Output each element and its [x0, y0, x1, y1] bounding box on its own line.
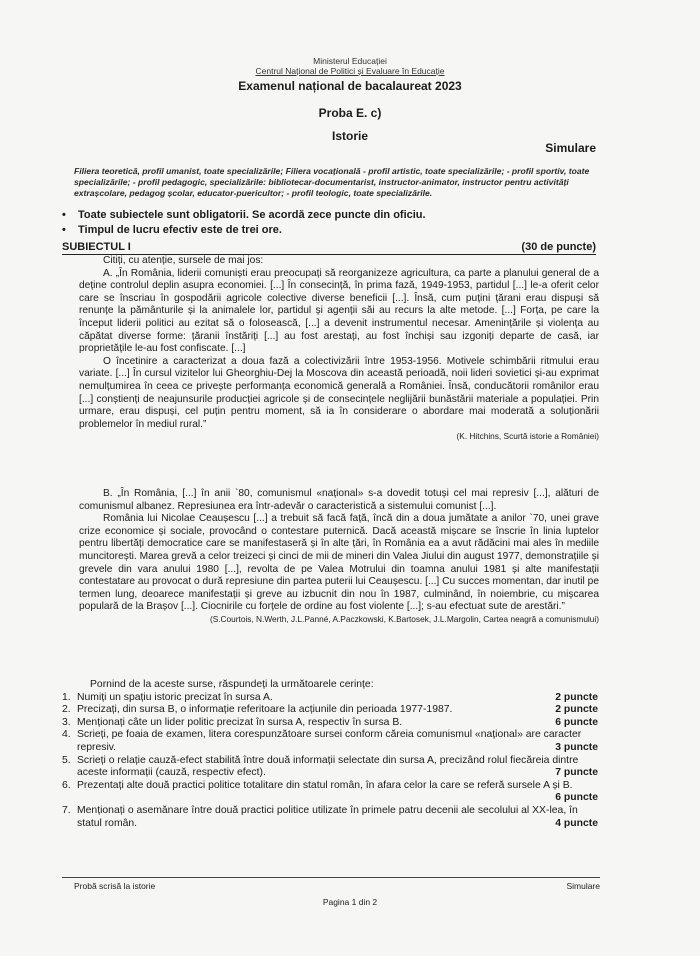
intro-line: Citiți, cu atenție, sursele de mai jos:	[103, 255, 264, 266]
source-b-citation: (S.Courtois, N.Werth, J.L.Panné, A.Paczkowski, K.Bartosek, J.L.Margolin, Cartea neagră a comunismului)	[209, 613, 599, 624]
rule-item: • Timpul de lucru efectiv este de trei ore.	[62, 224, 282, 236]
footer-right-text: Simulare	[566, 881, 600, 891]
footer-left-text: Probă scrisă la istorie	[74, 881, 156, 891]
requirements-block	[62, 679, 598, 830]
source-a-citation: (K. Hitchins, Scurtă istorie a României)	[456, 431, 599, 442]
simulare-label: Simulare	[545, 141, 596, 155]
question-item: 2. Precizați, din sursa B, o informație referitoare la acțiunile din perioada 1977-1987. 2 puncte	[62, 704, 598, 716]
source-a-paragraph-2: O încetinire a caracterizat a doua fază a colectivizării între 1953-1956. Motivele schimbării ritmului erau variate. [...] În cursul vizitelor lui Gheorghiu-Dej la Moscova din această perioadă, noii lideri sovietici și-au exprimat nemulțumirea în ceea ce privește performanța economică generală a României. Însă, conducătorii românilor erau [...] conștienți de neajunsurile producției agricole și de consecințele neglijării bunăstării materiale a populației. Prin urmare, erau dispuși, cel puțin pentru moment, să ia în considerare o abordare mai moderată a soluționării problemelor în mediul rural.”	[79, 355, 599, 430]
source-a-paragraph-1: A. „În România, liderii comuniști erau preocupați să reorganizeze agricultura, ca parte a planului general de a deține controlul deplin asupra economiei. [...] În consecință, în prima fază, 1949-1953, partidul [...] le-a oferit celor care se înscriau în gospodării agricole colective diverse beneficii [...]. Însă, cum puțini țărani erau dispuși să renunțe la pământurile și la animalele lor, partidul și agenții săi au recurs la alte metode. [...] Forța, pe care la început liderii politici au ezitat să o folosească, [...] a devenit instrumentul necesar. Amenințările și violența au căpătat diverse forme: țăranii înstăriți [...] au fost arestați, au fost închiși sau izgoniți departe de casă, iar proprietățile le-au fost confiscate. [...]	[79, 267, 599, 355]
footer-divider	[62, 877, 600, 878]
ministry-header: Ministerul Educației	[313, 56, 387, 66]
question-item: 5. Scrieți o relație cauză-efect stabilită între două informații selectate din sursa A, precizând rolul fiecăreia dintre aceste informații (cauză, respectiv efect). 7 puncte	[62, 754, 598, 779]
section-points: (30 de puncte)	[521, 241, 596, 253]
center-header: Centrul Național de Politici și Evaluare în Educație	[255, 66, 445, 76]
page-number: Pagina 1 din 2	[322, 897, 378, 907]
profile-description: Filiera teoretică, profil umanist, toate specializările; Filiera vocațională - profil artistic, toate specializările; - profil sportiv, toate specializările; - profil pedagogic, specializările: bibliotecar-documentarist, instructor-animator, instructor pentru activități extrașcolare, pedagog școlar, educator-puericultor; - profil teologic, toate specializările.	[74, 166, 590, 198]
source-b-paragraph-1: B. „În România, [...] în anii `80, comunismul «național» s-a dovedit totuși cel mai represiv [...], alături de comunismul albanez. Represiunea era într-adevăr o caracteristică a sistemului comunist [...].	[79, 488, 599, 512]
question-points: 3 puncte	[555, 741, 598, 753]
subject-title: Istorie	[331, 129, 368, 143]
source-b-paragraph-2: România lui Nicolae Ceaușescu [...] a trebuit să facă față, încă din a doua jumătate a anilor `70, unei grave crize economice și sociale, provocând o contestare puternică. Dacă această mișcare se înscrie în linia luptelor pentru libertăți democratice care se manifestaseră și în alte țări, în România ea a avut rădăcini mai ales în mediile muncitorești. Marea grevă a celor treizeci și cinci de mii de mineri din Valea Jiului din august 1977, demonstrațiile și grevele din vara anului 1980 [...], revolta de pe Valea Motrului din toamna anului 1981 și alte manifestații contestatare au provocat o dură represiune din partea puterii lui Ceaușescu. [...] Cu succes momentan, dar inutil pe termen lung, deoarece manifestații și greve au izbucnit din nou în 1987, culminând, în noiembrie, cu mișcarea populară de la Brașov [...]. Ciocnirile cu forțele de ordine au fost violente [...]; s-au efectuat sute de arestări.”	[79, 513, 599, 613]
section-title: SUBIECTUL I	[62, 241, 131, 253]
question-item: 6. Prezentați alte două practici politice totalitare din statul român, în afara celor la care se referă sursele A și B. 6 puncte	[62, 779, 598, 804]
question-points: 6 puncte	[555, 792, 598, 804]
question-item: 7. Menționați o asemănare între două practici politice utilizate în primele patru decenii ale secolului al XX-lea, în statul român. 4 puncte	[62, 804, 598, 829]
section-header	[62, 241, 596, 255]
rule-item: • Toate subiectele sunt obligatorii. Se acordă zece puncte din oficiu.	[62, 209, 426, 221]
question-item: 3. Menționați câte un lider politic precizat în sursa A, respectiv în sursa B. 6 puncte	[62, 716, 598, 728]
question-item: 1. Numiți un spațiu istoric precizat în sursa A. 2 puncte	[62, 691, 598, 703]
question-item: 4. Scrieți, pe foaia de examen, litera corespunzătoare sursei conform căreia comunismul «național» are caracter represiv. 3 puncte	[62, 729, 598, 753]
source-b-block	[79, 488, 599, 625]
requirements-intro: Pornind de la aceste surse, răspundeți la următoarele cerințe:	[90, 679, 374, 690]
exam-title: Examenul național de bacalaureat 2023	[238, 79, 462, 93]
question-points: 4 puncte	[555, 817, 598, 829]
proba-title: Proba E. c)	[318, 106, 382, 120]
source-a-block	[79, 255, 599, 442]
bullet-icon: •	[62, 224, 66, 236]
question-points: 7 puncte	[555, 767, 598, 779]
bullet-icon: •	[62, 209, 66, 221]
rules-list	[62, 208, 622, 238]
